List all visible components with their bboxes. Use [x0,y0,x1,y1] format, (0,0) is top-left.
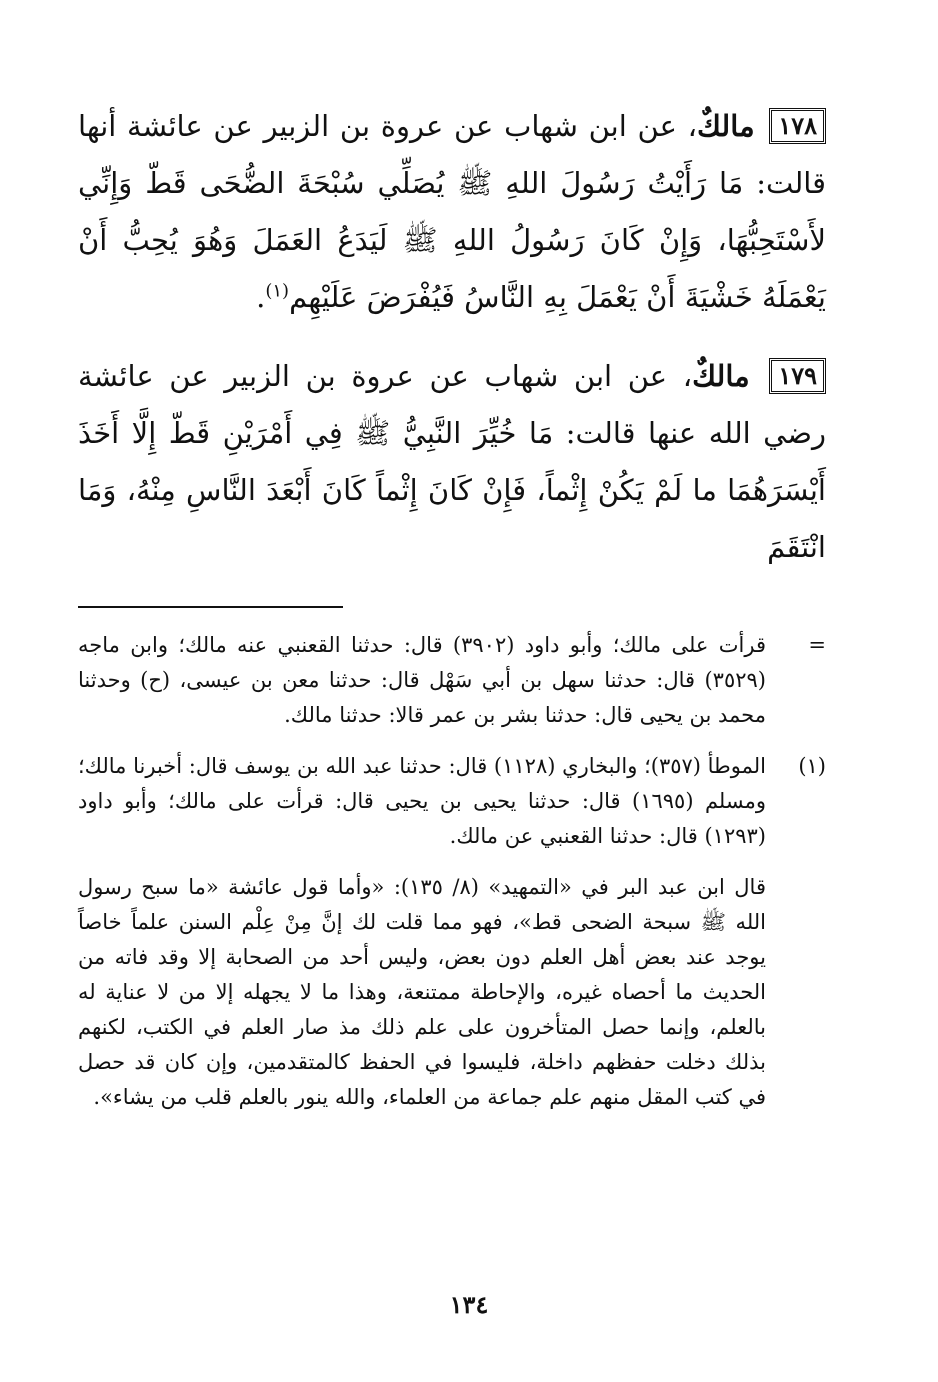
footnote-text: الموطأ (٣٥٧)؛ والبخاري (١١٢٨) قال: حدثنا عبد الله بن يوسف قال: أخبرنا مالك؛ ومسلم (١٦٩٥) قال: حدثنا يحيى بن يحيى قال: قرأت على مالك؛ وأبو داود (١٢٩٣) قال: حدثنا القعنبي عن مالك. [78,754,767,848]
commentary-paragraph: قال ابن عبد البر في «التمهيد» (٨/ ١٣٥): «وأما قول عائشة «ما سبح رسول الله ﷺ سبحة الضحى قط»، فهو مما قلت لك إنَّ مِنْ عِلْم السنن علماً خاصاً يوجد عند بعض أهل العلم دون بعض، وليس أحد من الصحابة إلا وقد فاته من الحديث ما أحصاه غيره، والإحاطة ممتنعة، وهذا ما لا يجهله إلا من لا عناية له بالعلم، وإنما حصل المتأخرون على علم ذلك مذ صار العلم في الكتب، لكنهم بذلك دخلت حفظهم داخلة، فليسوا في الحفظ كالمتقدمين، وإن كان قد حصل في كتب المقل منهم علم جماعة من العلماء، والله ينور بالعلم قلب من يشاء». [78,875,766,1109]
footnote-continuation [78,628,826,733]
footnote-marker: = [808,633,826,657]
footnote-reference[interactable]: (١) [265,280,290,302]
footnotes-section [78,628,826,1115]
hadith-number-box: ١٧٩ [769,358,826,394]
footnote-text: قرأت على مالك؛ وأبو داود (٣٩٠٢) قال: حدثنا القعنبي عنه مالك؛ وابن ماجه (٣٥٢٩) قال: حدثنا سهل بن أبي سَهْل قال: حدثنا معن بن عيسى، (ح) وحدثنا محمد بن يحيى قال: حدثنا بشر بن عمر قالا: حدثنا مالك. [78,633,766,727]
hadith-narrator: مالكٌ [696,109,755,143]
page-number: ١٣٤ [449,1290,489,1319]
hadith-178 [78,98,826,326]
hadith-text: ، عن ابن شهاب عن عروة بن الزبير عن عائشة أنها قالت: مَا رَأَيْتُ رَسُولَ اللهِ ﷺ يُصَلِّي سُبْحَةَ الضُّحَى قَطّ وَإِنِّي لأَسْتَحِبُّهَا، وَإِنْ كَانَ رَسُولُ اللهِ ﷺ لَيَدَعُ العَمَلَ وَهُوَ يُحِبُّ أَنْ يَعْمَلَهُ خَشْيَةَ أَنْ يَعْمَلَ بِهِ النَّاسُ فَيُفْرَضَ عَلَيْهِم [78,109,826,314]
footnote-divider [78,606,343,608]
hadith-number-box: ١٧٨ [769,108,826,144]
book-page [78,98,826,1382]
hadith-179 [78,348,826,576]
footnote-marker: (١) [798,754,826,778]
hadith-narrator: مالكٌ [692,359,750,393]
hadith-end-punctuation: . [256,280,266,314]
footnote-1 [78,749,826,854]
hadith-text: ، عن ابن شهاب عن عروة بن الزبير عن عائشة رضي الله عنها قالت: مَا خُيِّرَ النَّبِيُّ ﷺ فِي أَمْرَيْنِ قَطّ إِلَّا أَخَذَ أَيْسَرَهُمَا ما لَمْ يَكُنْ إِثْماً، فَإِنْ كَانَ إِثْماً كَانَ أَبْعَدَ النَّاسِ مِنْهُ، وَمَا انْتَقَمَ [78,359,826,564]
